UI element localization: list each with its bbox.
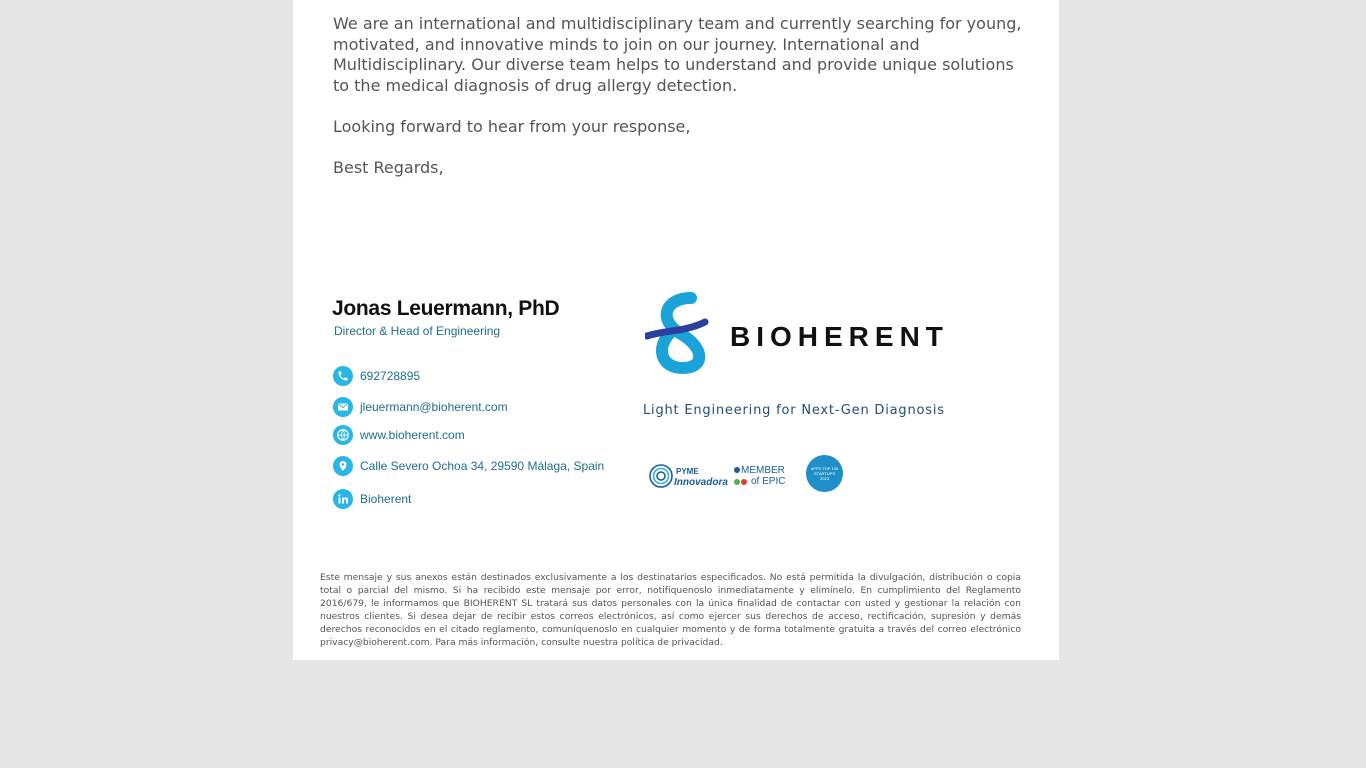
bioherent-logo-graphic (645, 292, 945, 374)
message-closing-line: Looking forward to hear from your response, (333, 116, 691, 136)
email-address-link[interactable]: jleuermann@bioherent.com (360, 400, 508, 414)
contact-phone[interactable] (333, 365, 633, 387)
linkedin-link[interactable]: Bioherent (360, 492, 412, 506)
phone-icon (333, 366, 353, 386)
innovadora-label: Innovadora (674, 477, 728, 488)
epic-member-badge (733, 463, 803, 491)
year-label: 2023 (820, 476, 829, 481)
message-sign-off: Best Regards, (333, 157, 444, 177)
address-link[interactable]: Calle Severo Ochoa 34, 29590 Málaga, Spain (360, 459, 605, 473)
contact-email[interactable] (333, 396, 633, 418)
startups-label: STARTUPS (814, 471, 835, 476)
mail-icon (333, 397, 353, 417)
contact-linkedin[interactable] (333, 488, 633, 510)
company-tagline: Light Engineering for Next-Gen Diagnosis (643, 403, 945, 418)
website-link[interactable]: www.bioherent.com (360, 428, 465, 442)
member-label: MEMBER (741, 465, 785, 476)
globe-icon (333, 425, 353, 445)
contact-website[interactable] (333, 424, 633, 446)
certification-badges (648, 455, 848, 495)
legal-disclaimer: Este mensaje y sus anexos están destinados exclusivamente a los destinatarios especificados. No está permitida la divulgación, distribución o copia total o parcial del mismo. Si ha recibido este mensaje por error, notifíquenoslo inmediatamente y elimínelo. En cumplimiento del Reglamento 2016/679, le informamos que BIOHERENT SL tratará sus datos personales con la única finalidad de contactar con usted y gestionar la relación con nuestros clientes. Si desea dejar de recibir estos correos electrónicos, así como ejercer sus derechos de acceso, rectificación, supresión y demás derechos reconocidos en el citado reglamento, comuníquenoslo en cualquier momento y de forma totalmente gratuita a través del correo electrónico privacy@bioherent.com. Para más información, consulte nuestra política de privacidad. (320, 572, 1021, 648)
email-message (333, 14, 1023, 178)
message-paragraph: We are an international and multidisciplinary team and currently searching for young, motivated, and innovative minds to join on our journey. International and Multidisciplinary. Our diverse team helps to understand and provide unique solutions to the medical diagnosis of drug allergy detection. (333, 14, 1022, 95)
signature-name: Jonas Leuermann, PhD (332, 297, 560, 320)
phone-number-link[interactable]: 692728895 (360, 369, 421, 383)
logo-wordmark: BIOHERENT (730, 321, 945, 352)
apps-top-label: APPS TOP 100 (810, 466, 839, 471)
pyme-label: PYME (676, 467, 699, 476)
location-pin-icon (333, 456, 353, 476)
email-body-panel (293, 0, 1059, 660)
pyme-innovadora-badge (648, 463, 728, 491)
of-epic-label: of EPIC (751, 476, 786, 487)
bioherent-logo (645, 292, 945, 374)
apps-top-100-badge (806, 455, 843, 492)
spiral-icon (648, 463, 674, 489)
linkedin-icon (333, 489, 353, 509)
signature-role: Director & Head of Engineering (334, 324, 501, 338)
contact-address[interactable] (333, 455, 633, 477)
